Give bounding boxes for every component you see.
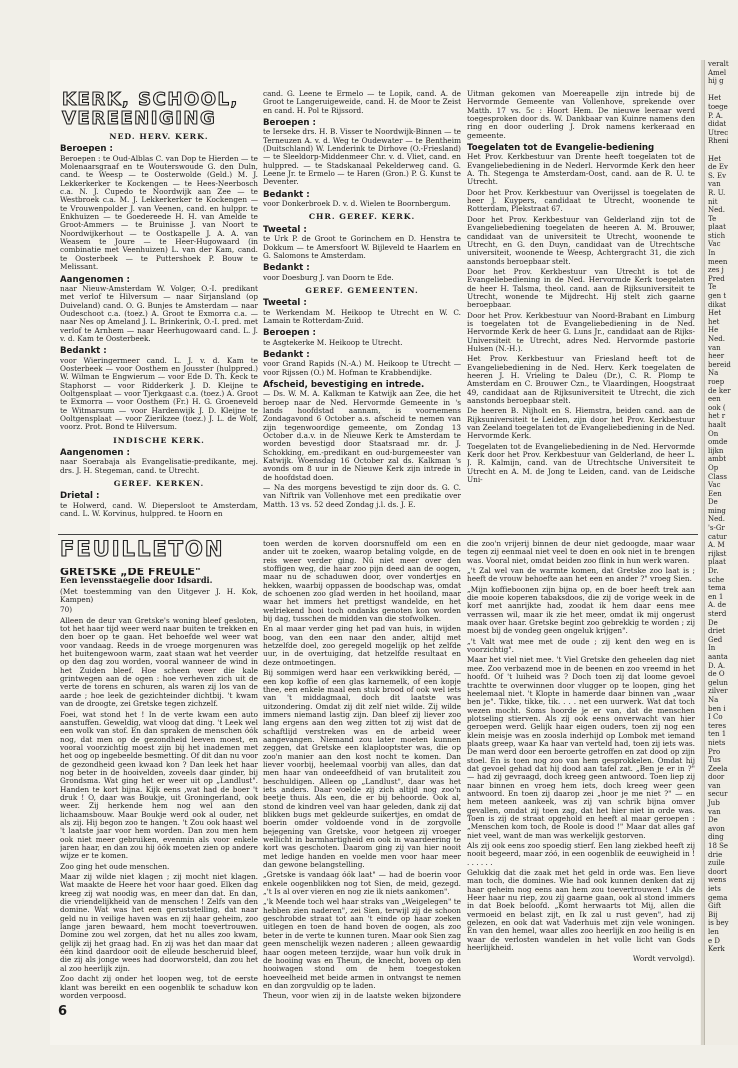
column-church-3 bbox=[467, 90, 695, 531]
adjacent-page-fragment: len bbox=[708, 927, 719, 936]
adjacent-page-fragment: De bbox=[708, 498, 718, 507]
column-story-1 bbox=[60, 568, 258, 1000]
adjacent-page-fragment bbox=[708, 146, 738, 155]
story-para: Theun, voor wien zij in de laatste weken bijzondere bbox=[263, 991, 461, 1000]
heading-indische-kerk: INDISCHE KERK. bbox=[113, 435, 205, 445]
adjacent-page-fragment: S. Ev bbox=[708, 171, 727, 180]
heading-bedankt-2: Bedankt : bbox=[263, 189, 310, 200]
adjacent-page-fragment: de Ev bbox=[708, 163, 728, 172]
adjacent-page-fragment: Gift bbox=[708, 902, 722, 911]
text-bedankt-4: voor Grand Rapids (N.-A.) M. Heikoop te Utrecht — voor Rijssen (O.) M. Hofman te Krabbendijke. bbox=[263, 359, 461, 377]
adjacent-page-fragment: didat bbox=[708, 120, 727, 129]
adjacent-page-fragment: ten 1 bbox=[708, 730, 727, 739]
adjacent-page-fragment: Amel bbox=[708, 68, 727, 77]
heading-toegelaten: Toegelaten tot de Evangelie-bediening bbox=[467, 143, 655, 154]
adjacent-page-fragment: Het bbox=[708, 94, 722, 103]
adjacent-page-fragment: Na bbox=[708, 369, 719, 378]
heading-tweetal-2: Tweetal : bbox=[263, 298, 307, 309]
adjacent-page-fragment: avon bbox=[708, 824, 725, 833]
heading-geref-kerken: GEREF. KERKEN. bbox=[113, 479, 205, 489]
adjacent-page-fragment: A. de bbox=[708, 601, 727, 610]
section-divider bbox=[58, 534, 698, 535]
text-col3-intro: Uitman gekomen van Moereapelle zijn intrede bij de Hervormde Gemeente van Vollenhove, sprekende over Matth. 17 vs. 5c : Hoort Hem. De nieuwe leeraar werd toegesproken door ds. W. Dankbaar van Kuinre namens den ring en door ouderling J. Drok namens kerkeraad en gemeente. bbox=[467, 90, 695, 140]
heading-ned-herv-kerk: NED. HERV. KERK. bbox=[109, 133, 209, 141]
adjacent-page-fragment: 's-Gr bbox=[708, 524, 725, 533]
adjacent-page-fragment: Vac bbox=[708, 481, 721, 490]
story-para: Gelukkig dat die zaak met het geld in orde was. Een lieve man toch, die domines. Wie had ook kunnen denken dat zij haar geheim nog eens aan hem zou toevertrouwen ! Als de Heer haar nu riep, zou zij gaarne gaan, ook al stond immers in dat Boek beloofd. „Komt herwaarts tot Mij, allen die vermoeid en belast zijt, en Ik zal u rust geven", had zij gelezen, en ook dat wat Vaderhuis met zijn vele woningen. En van den hemel, waar alles zoo heerlijk en zoo heilig is en waar de verlosten wandelen in het volle licht van Gods heerlijkheid. bbox=[467, 868, 695, 953]
adjacent-page-fragment: dikat bbox=[708, 300, 726, 309]
text-toeg-2: Door het Prov. Kerkbestuur van Overijssel is toegelaten de heer J. Kuypers, candidaat te Utrecht, woonende te Rotterdam, Plekstraat 67. bbox=[467, 187, 695, 214]
adjacent-page-fragment: ming bbox=[708, 506, 726, 515]
adjacent-page-fragment: 18 Se bbox=[708, 842, 729, 851]
story-para: Maar het viel niet mee. 't Viel Gretske den geheelen dag niet mee. Zoo verbazend moe in de beenen en zoo vreemd in het hoofd. Of 't luiheid was ? Doch toen zij dat loome gevoel trachtte te overwinnen door vlugger op te loopen, ging het heelemaal niet. 't Klopte in hamerde daar binnen van „waar ben je". Tikke, tikke, tik. . . . net een uurwerk. Wat dat toch wezen mocht. Soms hoorde je er van, dat de menschen plotseling stierven. Als zij ook eens onverwacht van hier geroepen werd. Gelijk haar eigen ouders, toen zij nog een klein meisje was en zoosla inderhijd op Lombok met iemand plaats greep, waar Ka haar van verteld had, toen zij iets was. De man werd door een beroerte getroffen en zat dood op zijn stoel. En is toen nog zoo van hem gesprokkelen. Omdat hij dat gevoel gehad dat hij dood aan tafel zat. „Ben je er in ?" — had zij gevraagd, doch kreeg geen antwoord. Toen liep zij naar binnen en vroeg hem iets, doch kreeg weer geen antwoord. En toen zij daarop zei „hoor je me niet ?" — en hem meteen aankeek, was zij van schrik bijna omver gevallen, omdat zij toen zag, dat het hier niet in orde was. Toen is zij de straat opgehold en heeft al maar geroepen : „Menschen kom toch, de Roole is dood !" Maar dat alles gaf niet veel, want de man was werkelijk gestorven. bbox=[467, 655, 695, 840]
adjacent-page-fragment: ding bbox=[708, 833, 724, 842]
adjacent-page-fragment: secur bbox=[708, 790, 728, 799]
adjacent-page-fragment: Ned. bbox=[708, 206, 725, 215]
adjacent-page-fragment: roep bbox=[708, 377, 725, 386]
story-para: „'k Meende toch wel haar straks van „Weigelegen" te hebben zien naderen", zei Sien, terwijl zij de schoon geschrobde straat tot aan 't einde op haar zoeken uitlegen en toen de hand boven de oogen, als zoo beter in de verte te kunnen turen. Maar ook Sien zag geen menschelijk wezen naderen ; alleen gewaardig haar oogen meteen terzijde, waar hun volk druk in de hooiing was en Theun, de knecht, boven op den hooiwagen stond om de hem toegestoken hoeveelheid met beide armen in ontvangst te nemen en dan zorgvuldig op te laden. bbox=[263, 897, 461, 990]
adjacent-page-fragment: van bbox=[708, 807, 721, 816]
adjacent-page-fragment: plaat bbox=[708, 223, 726, 232]
story-para: toen werden de korven doorsnuffeld om een en ander uit te zoeken, waarop betaling volgde, en de reis weer verder ging. Nú niet meer over den stoffigen weg, die haar zoo pijn deed aan de oogen, maar nu de schaduwen door, over vondertjes en hekken, waarbij oppassen de boodschap was, omdat de schoenen zoo glad werden in het hooiland, maar waar het immers het prettigst wandelde, en het welriekend hooi toch ondanks genoten kon worden bij dag, tusschen de midden van die stofwolken. bbox=[263, 540, 461, 624]
column-story-2 bbox=[263, 540, 461, 1000]
adjacent-page-fragment: gelun bbox=[708, 678, 728, 687]
adjacent-page-fragment: sterd bbox=[708, 610, 727, 618]
adjacent-page-strip bbox=[704, 60, 738, 1045]
adjacent-page-fragment: catur bbox=[708, 532, 727, 541]
adjacent-page-fragment: gema bbox=[708, 893, 728, 902]
adjacent-page-fragment: Op bbox=[708, 463, 719, 472]
adjacent-page-fragment: e D bbox=[708, 936, 720, 945]
adjacent-page-fragment: ben i bbox=[708, 704, 726, 713]
adjacent-page-fragment: I Co bbox=[708, 713, 723, 722]
adjacent-page-fragment: sche bbox=[708, 575, 725, 584]
adjacent-page-fragment: P. A. bbox=[708, 111, 724, 120]
heading-drietal: Drietal : bbox=[60, 491, 100, 502]
text-ind-aangenomen: naar Soerabaja als Evangelisatie-predikante, mej. drs. J. H. Stegeman, cand. te Utrecht. bbox=[60, 457, 258, 475]
adjacent-page-fragment: aanta bbox=[708, 652, 728, 661]
adjacent-page-fragment: ook ( bbox=[708, 403, 726, 412]
text-bedankt-2: voor Donkerbroek D. v. d. Wielen te Boornbergum. bbox=[263, 199, 451, 209]
adjacent-page-fragment bbox=[708, 86, 738, 95]
adjacent-page-fragment: van bbox=[708, 343, 721, 352]
text-toeg-4: Door het Prov. Kerkbestuur van Utrecht is tot de Evangeliebediening in de Ned. Hervormde Kerk toegelaten de heer H. Talsma, theol. cand. aan de Rijksuniversiteit te Utrecht, wonende te Mijdrecht. Hij stelt zich gaarne beroepbaar. bbox=[467, 266, 695, 310]
adjacent-page-fragment: drie bbox=[708, 850, 723, 859]
text-toeg-8: Toegelaten tot de Evangeliebediening in de Ned. Hervormde Kerk door het Prov. Kerkbestuur van Gelderland, de heer L. J. R. Kalmijn, cand. van de Utrechtsche Universiteit te Utrecht en A. M. de Jong te Leiden, cand. van de Leidsche Uni- bbox=[467, 441, 695, 485]
heading-bedankt-3: Bedankt : bbox=[263, 263, 310, 274]
adjacent-page-fragment: van bbox=[708, 781, 721, 790]
adjacent-page-fragment: niets bbox=[708, 738, 726, 747]
adjacent-page-fragment: Vac bbox=[708, 240, 721, 249]
column-church-1 bbox=[60, 133, 258, 531]
text-col2-tail: — Na des morgens bevestigd te zijn door ds. G. C. van Niftrik van Vollenhove met een predikatie over Matth. 13 vs. 52 deed Zondag j.l. ds. J. E. bbox=[263, 483, 461, 509]
adjacent-page-fragment: zilver bbox=[708, 687, 728, 696]
adjacent-page-fragment: zes j bbox=[708, 266, 724, 275]
adjacent-page-fragment: door bbox=[708, 773, 725, 782]
adjacent-page-fragment: het r bbox=[708, 412, 726, 421]
text-tweetal-2: te Werkendam M. Heikoop te Utrecht en W. C. Lamain te Rotterdam-Zuid. bbox=[263, 307, 461, 325]
text-col2-intro: cand. G. Leene te Ermelo — te Lopik, cand. A. de Groot te Langeruigeweide, cand. H. de Moor te Zeist en cand. H. Pol te Rijssord. bbox=[263, 90, 461, 115]
text-toeg-1: Het Prov. Kerkbestuur van Drente heeft toegelaten tot de Evangeliebediening in de Nederl. Hervormde Kerk den heer A. Th. Stegenga te Amsterdam-Oost, cand. aan de R. U. te Utrecht. bbox=[467, 152, 695, 187]
story-para: „Mijn koffieboonen zijn bijna op, en de boer heeft trek aan die mooie koperen tabaksdoos, die zij de vorige week in de korf met aanrijkte had, zoodat ik hem daar eens mee verrassen wil, maar ik zie het meer, omdat ik mij ongerust maak over haar. Gretske begint zoo gebrekkig te worden ; zij moest bij de vondeg geen ongeluk krijgen". bbox=[467, 584, 695, 636]
adjacent-page-fragment: haalt bbox=[708, 420, 726, 429]
heading-bedankt-4: Bedankt : bbox=[263, 349, 310, 360]
adjacent-page-fragment: teres bbox=[708, 721, 727, 730]
adjacent-page-fragment: lijkn bbox=[708, 446, 724, 455]
adjacent-page-fragment: He bbox=[708, 326, 719, 335]
adjacent-page-fragment: iets bbox=[708, 885, 721, 893]
text-beroepen-3: te Asgtekerke M. Heikoop te Utrecht. bbox=[263, 337, 403, 347]
text-drietal: te Holwerd, cand. W. Diepersloot te Amsterdam, cand. L. W. Korvinus, hulppred. te Hoorn en bbox=[60, 500, 258, 519]
heading-beroepen: Beroepen : bbox=[60, 144, 113, 155]
adjacent-page-fragment: On bbox=[708, 429, 719, 438]
adjacent-page-fragment: een bbox=[708, 395, 721, 404]
story-subtitle: Een levensstaegelie door Idsardi. bbox=[60, 575, 213, 586]
adjacent-page-fragment: toege bbox=[708, 102, 728, 111]
story-para: Alleen de deur van Gretske's woning bleef gesloten, tot het haar tijd weer werd naar buiten te trekken en den boer op te gaan. Het behoefde wel weer wat voor vandaag. Reeds in de vroege morgenuren was het buitengewoon warm, zaat staan wat het veerder op den dag zou worden, vooral wanneer de wind in het Zuiden bleef. Hoe scheen weer die kale grintwegen aan de ogen : hoe verheven zich uit de verte de torens en schuren, als waren zij los van de aarde ; hoe leek de gezichteinder dichtbij. 't kwam van de droogte, zei Gretske tegen zichzelf. bbox=[60, 615, 258, 709]
adjacent-page-fragment: veralt bbox=[708, 60, 729, 68]
adjacent-page-fragment: In bbox=[708, 249, 716, 258]
masthead-line-2: VEREENIGING bbox=[62, 108, 217, 129]
section-masthead bbox=[62, 90, 252, 128]
text-bedankt: voor Wieringermeer cand. L. J. v. d. Kam te Oosterbeek — voor Oosthem en Jousster (hulppred.) W. Wilman te Engwierum — voor Ede D. Th. Keck te Staphorst — voor Ridderkerk J. D. Kleijne te Ooltgensplaat — voor Tjerkgaast c.a. (toez.) A. Groot te Exmorra — voor Oosthem (Fr.) H. G. Groeneveld te Witmarsum — voor Hardenwijk J. D. Kleijne te Ooltgensplaat — voor Zierikzee (toez.) J. L. de Wolf, voorz. Prot. Bond te Hilversum. bbox=[60, 355, 258, 432]
adjacent-page-fragment: van bbox=[708, 180, 721, 189]
adjacent-page-fragment: Het bbox=[708, 154, 722, 163]
adjacent-page-fragment: plaat bbox=[708, 558, 726, 567]
heading-chr-geref-kerk: CHR. GEREF. KERK. bbox=[308, 212, 416, 222]
adjacent-page-fragment: is bey bbox=[708, 919, 729, 928]
adjacent-page-fragment: driet bbox=[708, 627, 726, 636]
adjacent-page-fragment: Pro bbox=[708, 747, 721, 756]
text-tweetal: te Urk P. de Groot te Gorinchem en D. Henstra te Dokkum — te Amersfoort W. Bijleveld te Haarlem en G. Salomons te Amsterdam. bbox=[263, 234, 461, 260]
adjacent-page-fragment: Ged bbox=[708, 635, 723, 644]
story-para: En al maar verder ging het pad van huis, in wijden boog, van den een naar den ander, altijd met hetzelfde doel, zoo geregeld mogelijk op het zelfde uur, in de overtuiging, dat hetzelfde resultaat en deze ontmoetingen. bbox=[263, 624, 461, 667]
text-toeg-6: Het Prov. Kerkbestuur van Friesland heeft tot de Evangeliebediening in de Ned. Herv. Kerk toegelaten de heeren J. H. Vrieling te Daleu (Dr.), C. R. Plomp te Amsterdam en C. Brouwer Czn., te Vlaardingen, Hoogstraat 49, candidaat aan de Rijksuniversiteit te Utrecht, die zich aanstonds beroepbaar stelt. bbox=[467, 354, 695, 406]
story-para: Als zij ook eens zoo spoedig stierf. Een lang ziekbed heeft zij nooit begeerd, maar zóó, in een oogenblik de eeuwigheid in ! . . . . . . bbox=[467, 841, 695, 867]
adjacent-page-fragment: Ned. bbox=[708, 515, 725, 524]
adjacent-page-fragment: bereid bbox=[708, 360, 731, 369]
adjacent-page-fragment: Tus bbox=[708, 756, 721, 765]
column-story-3 bbox=[467, 540, 695, 1000]
text-toeg-7: De heeren B. Nijholt en S. Hiemstra, beiden cand. aan de Rijksuniversiteit te Leiden, zijn door het Prov. Kerkbestuur van Zeeland toegelaten tot de Evangeliebediening in de Ned. Hervormde Kerk. bbox=[467, 406, 695, 441]
adjacent-page-fragment: Ned. bbox=[708, 335, 725, 343]
column-church-2 bbox=[263, 90, 461, 531]
adjacent-page-fragment: nit bbox=[708, 197, 718, 206]
text-toeg-5: Door het Prov. Kerkbestuur van Noord-Brabant en Limburg is toegelaten tot de Evangeliebediening in de Ned. Hervormde Kerk de heer G. Luns Jr., candidaat aan de Rijks-Universiteit te Utrecht, adres Ned. Hervormde pastorie Hulsen (N.-H.). bbox=[467, 310, 695, 353]
adjacent-page-fragment: Een bbox=[708, 489, 722, 498]
adjacent-page-fragment: Pred bbox=[708, 274, 725, 283]
adjacent-page-fragment: Class bbox=[708, 472, 727, 481]
adjacent-page-fragment: doort bbox=[708, 867, 728, 876]
heading-tweetal: Tweetal : bbox=[263, 224, 307, 235]
feuilleton-heading: FEUILLETON bbox=[60, 537, 225, 561]
story-signature: Wordt vervolgd). bbox=[632, 953, 695, 963]
adjacent-page-fragment: Zeela bbox=[708, 764, 728, 773]
story-para: „'t Valt wat mee met de oude ; zij kent den weg en is voorzichtig". bbox=[467, 636, 695, 655]
text-bedankt-3: voor Doesburg J. van Doorn te Ede. bbox=[263, 272, 394, 282]
adjacent-page-fragment: De bbox=[708, 816, 718, 825]
adjacent-page-fragment: Het bbox=[708, 309, 722, 318]
story-para: Bij sommigen werd haar een verkwikking beréd, — een kop koffie of een glas karnemelk, of een kopje thee, een enkele maal een stuk brood of ook wel iets van 't middagmaal, doch dit laatste was uitzondering. Omdat zij dit zelf niet wilde. Zij wilde immers niemand lastig zijn. Dan bleef zij liever zoo lang ergens aan den weg zitten tot zij wist dat de schaftlijd verstreken was en de arbeid weer aangevangen. Niemand zou later moeten kunnen zeggen, dat Gretske een klaplooptster was, die op zoo'n manier aan den kost nocht te komen. Dan liever voorbij, heelemaal voorbij van alles, dan dat men haar van ondeeefdheid of van brutaliteit zou beschuldigen. Alleen op „Landlust", daar was het iets anders. Daar voelde zij zich altijd nog zoo'n beetje thuis. Als een, die er bij behoorde. Ook al, stond de kindren veel van haar geleden, dank zij dat blikken bugs met gekleurde suikertjes, en omdat de boerin omder voldoende vond in de zorgvolle bejegening van Gretske, voor hetgeen zij vroeger wellicht in barmhartigheid en ook in waardeering te kort was geschoten. Daarom ging zij van hier nooit met ledige handen en voelde men voor haar meer dan gewone belangstelling. bbox=[263, 668, 461, 870]
adjacent-page-fragment: In bbox=[708, 644, 716, 653]
story-meta: (Met toestemming van den Uitgever J. H. Kok, Kampen) bbox=[60, 586, 258, 605]
heading-beroepen-2: Beroepen : bbox=[263, 118, 316, 129]
adjacent-page-fragment: D. A. bbox=[708, 661, 726, 670]
adjacent-page-fragment: Jub bbox=[708, 799, 720, 808]
story-para: „'t Zal wel van de warmte komen, dat Gretske zoo laat is ; heeft de vrouw behoefte aan het een en ander ?" vroeg Sien. bbox=[467, 566, 695, 584]
heading-bedankt: Bedankt : bbox=[60, 346, 107, 357]
adjacent-page-fragment: ambt bbox=[708, 455, 727, 464]
page-number: 6 bbox=[58, 1004, 68, 1019]
text-toeg-3: Door het Prov. Kerkbestuur van Gelderland zijn tot de Evangeliebediening toegelaten de heeren A. M. Brouwer, candidaat van de universiteit te Utrecht, woonende te Utrecht, en G. den Duyn, candidaat van de Utrechtsche universiteit, woonende te Weesp, Achtergracht 31, die zich aanstonds beroepbaar stelt. bbox=[467, 214, 695, 266]
adjacent-page-fragment: Dr. bbox=[708, 567, 719, 576]
heading-geref-gemeenten: GEREF. GEMEENTEN. bbox=[305, 285, 419, 295]
heading-ind-aangenomen: Aangenomen : bbox=[60, 448, 130, 459]
masthead-line-1: KERK, SCHOOL, bbox=[62, 89, 239, 110]
adjacent-page-fragment: hij g bbox=[708, 77, 724, 86]
story-title: GRETSKE „DE FREULE" bbox=[60, 568, 201, 578]
story-para: Zoo dacht zij onder het loopen weg, tot de eerste klant was bereikt en een oogenblik te schaduw kon worden verpoosd. bbox=[60, 974, 258, 1000]
heading-afscheid: Afscheid, bevestiging en intrede. bbox=[263, 379, 425, 390]
adjacent-page-fragment: rijkst bbox=[708, 549, 727, 558]
adjacent-page-fragment: heer bbox=[708, 352, 725, 361]
adjacent-page-fragment: tema bbox=[708, 584, 726, 593]
adjacent-page-fragment: omde bbox=[708, 438, 728, 447]
adjacent-page-fragment: Bij bbox=[708, 910, 718, 919]
story-para: Zoo ging het oude menschen. bbox=[60, 861, 170, 871]
story-episode-number: 70) bbox=[60, 605, 73, 615]
adjacent-page-fragment: meen bbox=[708, 257, 728, 266]
adjacent-page-fragment: Rheni bbox=[708, 137, 729, 146]
story-para: Foei, wat stond het ! In de verte kwam een auto aanstuffen. Geweldig, wat vloog dat ding. 't Leek wel een wolk van stof. En dan spraken de menschen óók nog, dat men op de gezondheid leeven moest, en vooral voorzichtig moest zijn bij het inademen met het oog op ingebeelde besmetting. Of dit dan nu voor de gezondheid geen kwaad kon ? Dan leek het haar nog beter in de hooivelden, zoveels daar ginder, bij Grondsma. Wat ging het er weer uit op „Landlust". Handen te kort bijna. Kijk eens ,wat had de boer 't druk ! O, daar was Boukje, uit Groningerland, ook weer. Zij herkende hem nog wel aan den lichaamsbouw. Maar Boukje werd ook al ouder, net als zij. Hij begon zoo te hangen. 't Zou ook haast wel 't laatste jaar voor hem worden. Dan zou men hem ook niet meer gebruiken, evenmin als voor enkele jaren haar, en dan zou hij óók moeten zien op andere wijze er te komen. bbox=[60, 709, 258, 861]
text-beroepen: Beroepen : te Oud-Alblas C. van Dop te Hierden — te Molenaarsgraaf en te Wouterswoude G. den Duln, cand. te Weesp — te Oosterwolde (Geld.) M. J. Lekkerkerker te Kockengen — te Hees-Neerbosch c.a. N. J. Cupedo te Noordwijk aan Zee — te Westbroek c.a. M. J. Lekkerkerker te Kockengen — te Vrouwenpolder J. van Veenen, cand. en hulppr. te Enkhuizen — te Goedereede H. H. van Amelde te Groot-Ammers — te Bruinisse J. van Noort te Noordwijkerhout — te Oostkapelle J. A. A. van Weasem te Joure — te Heer-Hugowaard (in combinatie met Veenhuizen) L. van der Kam, cand. te Oosterbeek — te Puttershoek P. Bouw te Melissant. bbox=[60, 153, 258, 272]
text-aangenomen: naar Nieuw-Amsterdam W. Volger, O.-I. predikant met verlof te Hilversum — naar Sirjansland (op Duiveland) cand. O. G. Bunjes te Amsterdam — naar Oudeschoot c.a. (toez.) A. Groot te Exmorra c.a. — naar Nes op Ameland J. L. Brinkerink, O.-I. pred. met verlof te Arnhem — naar Heerhugowaard cand. L. J. v. d. Kam te Oosterbeek. bbox=[60, 283, 258, 343]
adjacent-page-fragment: De bbox=[708, 618, 718, 627]
story-para: „Gretske is vandaag óók laat" — had de boerin voor enkele oogenblikken nog tot Sien, de meid, gezegd. „'t Is al over vieren en nog zie ik niets aankomen". bbox=[263, 870, 461, 897]
adjacent-page-fragment: Te bbox=[708, 214, 717, 223]
adjacent-page-fragment: R. U. bbox=[708, 188, 726, 197]
adjacent-page-fragment: het bbox=[708, 317, 720, 326]
adjacent-page-fragment: A. M bbox=[708, 541, 725, 550]
adjacent-page-fragment: stich bbox=[708, 231, 726, 240]
adjacent-page-fragment: gen t bbox=[708, 292, 727, 301]
story-para: Maar zij wilde niet klagen ; zij mocht niet klagen. Wat maakte de Heere het voor haar goed. Elken dag kreeg zij wat noodig was, en meer dan dat. En dan, die vriendelijkheid van de menschen ! Zelfs van den domine. Wat was het een geruststelling, dat naar geld nu in veilige haven was en zij haar geheim, zoo lange jaren bewaard, hem mocht toevertrouwen. Domine zou wel zorgen, dat het nu alles zoo kwam, gelijk zij het graag had. En zij was het dan maar dat één kind daardoor ooit de elleude bescheruid bleef, die zij als jonge wees had doorworsteld, dan zou het al zoo heerlijk zijn. bbox=[60, 872, 258, 973]
adjacent-page-fragment: Kerk bbox=[708, 945, 725, 954]
adjacent-page-fragment: de O bbox=[708, 670, 725, 679]
adjacent-page-fragment: de ker bbox=[708, 386, 731, 395]
text-beroepen-2: te Ierseke drs. H. B. Visser te Noordwijk-Binnen — te Terneuzen A. v. d. Weg te Oudewater — te Bentheim (Duitschland) W. Lenderink te Dirhove (O.-Friesland) — te Sleeldorp-Middenmeer Chr. v. d. Vliet, cand. en hulppred. — te Stadskanaal Pekelderweg cand. G. Leene Jr. te Ermelo — te Haren (Gron.) P. G. Kunst te Deventer. bbox=[263, 127, 461, 187]
text-afscheid: — Ds. W. M. A. Kalkman te Katwijk aan Zee, die het beroep naar de Ned. Hervormde Gemeente in 's lands hoofdstad aannam, is voornemens Zondagavond 6 October a.s. afscheid te nemen van zijn tegenwoordige gemeente, om Zondag 13 October d.a.v. in de Nieuwe Kerk te Amsterdam te worden bevestigd door Staatsraad mr. dr. J. Schokking, em.-predikant en oud-burgemeester van Katwijk. Woensdag 16 October zal ds. Kalkman 's avonds om 8 uur in de Nieuwe Kerk zijn intrede in de hoofdstad doen. bbox=[263, 389, 461, 482]
adjacent-page-fragment: zuile bbox=[708, 859, 725, 868]
adjacent-page-fragment: Te bbox=[708, 283, 717, 292]
feuilleton-header bbox=[60, 537, 225, 561]
heading-beroepen-3: Beroepen : bbox=[263, 328, 316, 339]
adjacent-page-fragment: en 1 bbox=[708, 592, 724, 601]
adjacent-page-fragment: wens bbox=[708, 876, 727, 885]
heading-aangenomen: Aangenomen : bbox=[60, 274, 130, 285]
story-para: die zoo'n vrijerij binnen de deur niet gedoogde, maar waar tegen zij eenmaal niet veel te doen en ook niet in te brengen was. Vooral niet, omdat beiden zoo flink in hun werk waren. bbox=[467, 540, 695, 565]
adjacent-page-fragment: Utrec bbox=[708, 128, 729, 137]
adjacent-page-fragment: Na bbox=[708, 695, 719, 704]
